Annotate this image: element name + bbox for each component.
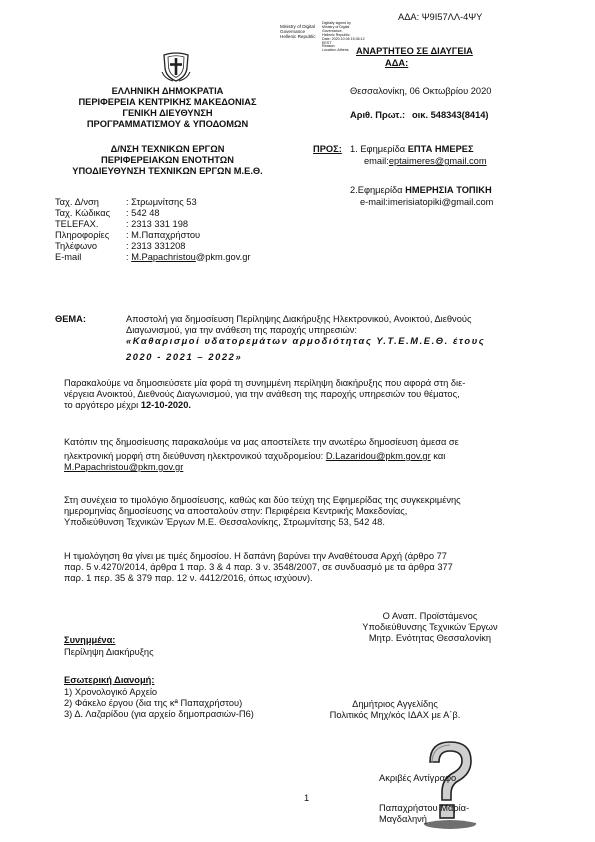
recipient-1-email-line — [364, 156, 487, 167]
digital-signature-stamp — [280, 24, 316, 39]
contact-label: E-mail — [55, 252, 82, 262]
internal-distribution-label: Εσωτερική Διανομή: — [64, 675, 155, 685]
contact-value: : 2313 331208 — [126, 241, 186, 251]
to-label: ΠΡΟΣ: — [313, 144, 342, 154]
contact-value: : 542 48 — [126, 208, 160, 218]
copy-signer-line: Μαγδαληνή — [379, 814, 427, 824]
contact-value: : — [126, 252, 129, 262]
internal-distribution-list — [64, 687, 254, 720]
seal-detail: Hellenic Republic — [322, 32, 350, 37]
para-line: Παρακαλούμε να δημοσιεύσετε μία φορά τη συνημμένη περίληψη διακήρυξης που αφορά στη διε- — [64, 378, 466, 388]
seal-detail: Reason: — [322, 44, 336, 49]
para-line: Κατόπιν της δημοσίευσης παρακαλούμε να μας αποστείλετε την ανωτέρω δημοσίευση άμεσα σε — [64, 437, 459, 447]
seal-line: Governance — [280, 29, 306, 34]
para-line: Η τιμολόγηση θα γίνει με τιμές δημοσίου. Η δαπάνη βαρύνει την Αναθέτουσα Αρχή (άρθρο 77 — [64, 551, 447, 561]
contact-value: : Στρωμνίτσης 53 — [126, 197, 197, 207]
para-line: Στη συνέχεια το τιμολόγιο δημοσίευσης, καθώς και δύο τεύχη της Εφημερίδας της συγκεκριμένης — [64, 495, 461, 505]
recipient-1 — [350, 144, 474, 155]
certified-copy-note: Ακριβές Αντίγραφο — [379, 773, 457, 783]
org-line: ΕΛΛΗΝΙΚΗ ΔΗΜΟΚΡΑΤΙΑ — [111, 86, 224, 96]
distribution-item: 3) Δ. Λαζαρίδου (για αρχείο δημοπρασιών-Π6) — [64, 709, 254, 719]
signer-block — [315, 699, 475, 721]
para-line: παρ. 1 περ. 35 & 379 παρ. 12 ν. 4412/2016, όπως ισχύουν). — [64, 573, 313, 583]
greek-crest-icon — [160, 50, 192, 82]
recipient-2-prefix: 2.Εφημερίδα — [350, 185, 406, 195]
para-line — [64, 451, 548, 462]
ada-header: ΑΔΑ: Ψ9Ι57ΛΛ-4ΨΥ — [398, 12, 483, 22]
distribution-item: 2) Φάκελο έργου (δια της κª Παπαχρήστου) — [64, 698, 243, 708]
org-line: ΠΡΟΓΡΑΜΜΑΤΙΣΜΟΥ & ΥΠΟΔΟΜΩΝ — [86, 119, 249, 129]
contact-email[interactable]: M.Papachristou — [131, 252, 196, 262]
page-number: 1 — [304, 793, 310, 803]
seal-line: Hellenic Republic — [280, 34, 316, 39]
signer-title-line: Μητρ. Ενότητας Θεσσαλονίκη — [368, 633, 492, 643]
email-link-lazaridou[interactable]: D.Lazaridou@pkm.gov.gr — [325, 451, 431, 461]
para-line: Υποδιεύθυνση Τεχνικών Έργων Μ.Ε. Θεσσαλονίκης, Στρωμνίτσης 53, 542 48. — [64, 517, 385, 527]
subject-block — [126, 314, 485, 363]
recipient-2 — [350, 185, 492, 196]
para-line: παρ. 5 ν.4270/2014, άρθρα 1 παρ. 3 & 4 παρ. 3 ν. 3548/2007, σε συνδυασμό με τα άρθρα 377 — [64, 562, 453, 572]
subject-title-years: 2020 - 2021 – 2022» — [126, 352, 243, 362]
contact-labels — [55, 197, 110, 263]
seal-detail: Digitally signed by — [322, 21, 351, 25]
protocol-number: οικ. 548343(8414) — [412, 110, 489, 120]
department-header — [40, 144, 295, 177]
contact-value: : Μ.Παπαχρήστου — [126, 230, 201, 240]
contact-label: Πληροφορίες — [55, 230, 110, 240]
seal-line: Ministry of Digital — [280, 24, 315, 29]
signer-title-line: Υποδιεύθυνσης Τεχνικών Έργων — [362, 622, 498, 632]
recipient-1-name: ΕΠΤΑ ΗΜΕΡΕΣ — [407, 144, 474, 154]
signer-name: Δημήτριος Αγγελίδης — [352, 699, 438, 709]
signer-title-line: Ο Αναπ. Προϊστάμενος — [382, 611, 478, 621]
paragraph-billing — [64, 551, 548, 584]
signer-title — [335, 611, 525, 644]
distribution-item: 1) Χρονολογικό Αρχείο — [64, 687, 158, 697]
seal-detail: EEST — [322, 40, 332, 45]
subject-title: «Καθαρισμοί υδατορεμάτων αρμοδιότητας Υ.Τ.Ε.Μ.Ε.Θ. έτους — [126, 336, 486, 346]
ada-label: ΑΔΑ: — [385, 58, 409, 68]
contact-label: Ταχ. Δ/νση — [55, 197, 99, 207]
publish-note: ΑΝΑΡΤΗΤΕΟ ΣΕ ΔΙΑΥΓΕΙΑ — [356, 46, 473, 56]
para-and: και — [430, 451, 446, 461]
para-line: ημερομηνίας δημοσίευσης να αποσταλούν στην: Περιφέρεια Κεντρικής Μακεδονίας, — [64, 506, 408, 516]
contact-label: Τηλέφωνο — [55, 241, 98, 251]
protocol-label: Αριθ. Πρωτ.: — [350, 110, 406, 120]
contact-value: : 2313 331 198 — [126, 219, 189, 229]
signer-role: Πολιτικός Μηχ/κός ΙΔΑΧ με Α΄β. — [329, 710, 461, 720]
recipient-2-name: ΗΜΕΡΗΣΙΑ ΤΟΠΙΚΗ — [405, 185, 492, 195]
subject-label: ΘΕΜΑ: — [55, 314, 86, 324]
email-link-papachristou[interactable]: M.Papachristou@pkm.gov.gr — [64, 462, 184, 472]
contact-label: Ταχ. Κώδικας — [55, 208, 111, 218]
deadline-date: 12-10-2020. — [140, 400, 191, 410]
attachments-label: Συνημμένα: — [64, 635, 116, 645]
paragraph-reply — [64, 437, 548, 473]
certified-copy-signer — [379, 803, 469, 825]
para-line: νέργεια Ανοικτού, Διεθνούς Διαγωνισμού, για την ανάθεση της παροχής υπηρεσιών του θέματος, — [64, 389, 460, 399]
para-line — [64, 400, 548, 411]
contact-email-line — [126, 252, 251, 263]
seal-detail: Date: 2020.10.06 15:36:12 — [322, 36, 365, 41]
dept-line: ΠΕΡΙΦΕΡΕΙΑΚΩΝ ΕΝΟΤΗΤΩΝ — [101, 155, 234, 165]
para-prefix: ηλεκτρονική μορφή στη διεύθυνση ηλεκτρονικού ταχυδρομείου: — [64, 451, 326, 461]
seal-detail: Ministry of Digital — [322, 24, 350, 29]
dept-line: Δ/ΝΣΗ ΤΕΧΝΙΚΩΝ ΕΡΓΩΝ — [110, 144, 225, 154]
copy-signer-line: Παπαχρήστου Μαρία- — [379, 803, 470, 813]
org-line: ΠΕΡΙΦΕΡΕΙΑ ΚΕΝΤΡΙΚΗΣ ΜΑΚΕΔΟΝΙΑΣ — [78, 97, 257, 107]
paragraph-invoice — [64, 495, 548, 528]
organization-header — [40, 86, 295, 130]
org-line: ΓΕΝΙΚΗ ΔΙΕΥΘΥΝΣΗ — [122, 108, 213, 118]
recipient-1-email-label: email: — [364, 156, 389, 166]
contact-label: TELEFAX. — [55, 219, 99, 229]
attachment-item: Περίληψη Διακήρυξης — [64, 647, 154, 657]
recipient-1-email[interactable]: eptaimeres@gmail.com — [388, 156, 487, 166]
dept-line: ΥΠΟΔΙΕΥΘΥΝΣΗ ΤΕΧΝΙΚΩΝ ΕΡΓΩΝ Μ.Ε.Θ. — [72, 166, 263, 176]
seal-detail: Location: Athens — [322, 48, 349, 53]
date-line: Θεσσαλονίκη, 06 Οκτωβρίου 2020 — [350, 86, 492, 96]
contact-values — [126, 197, 251, 263]
recipient-2-email: e-mail:imerisiatopiki@gmail.com — [360, 197, 494, 207]
para-prefix: το αργότερο μέχρι — [64, 400, 141, 410]
paragraph-request — [64, 378, 548, 411]
recipient-1-prefix: 1. Εφημερίδα — [350, 144, 408, 154]
seal-detail: Governance, — [322, 28, 343, 33]
contact-email-domain: @pkm.gov.gr — [195, 252, 251, 262]
subject-line: Αποστολή για δημοσίευση Περίληψης Διακήρυξης Ηλεκτρονικού, Ανοικτού, Διεθνούς — [126, 314, 472, 324]
subject-line: Διαγωνισμού, για την ανάθεση της παροχής υπηρεσιών: — [126, 325, 358, 335]
